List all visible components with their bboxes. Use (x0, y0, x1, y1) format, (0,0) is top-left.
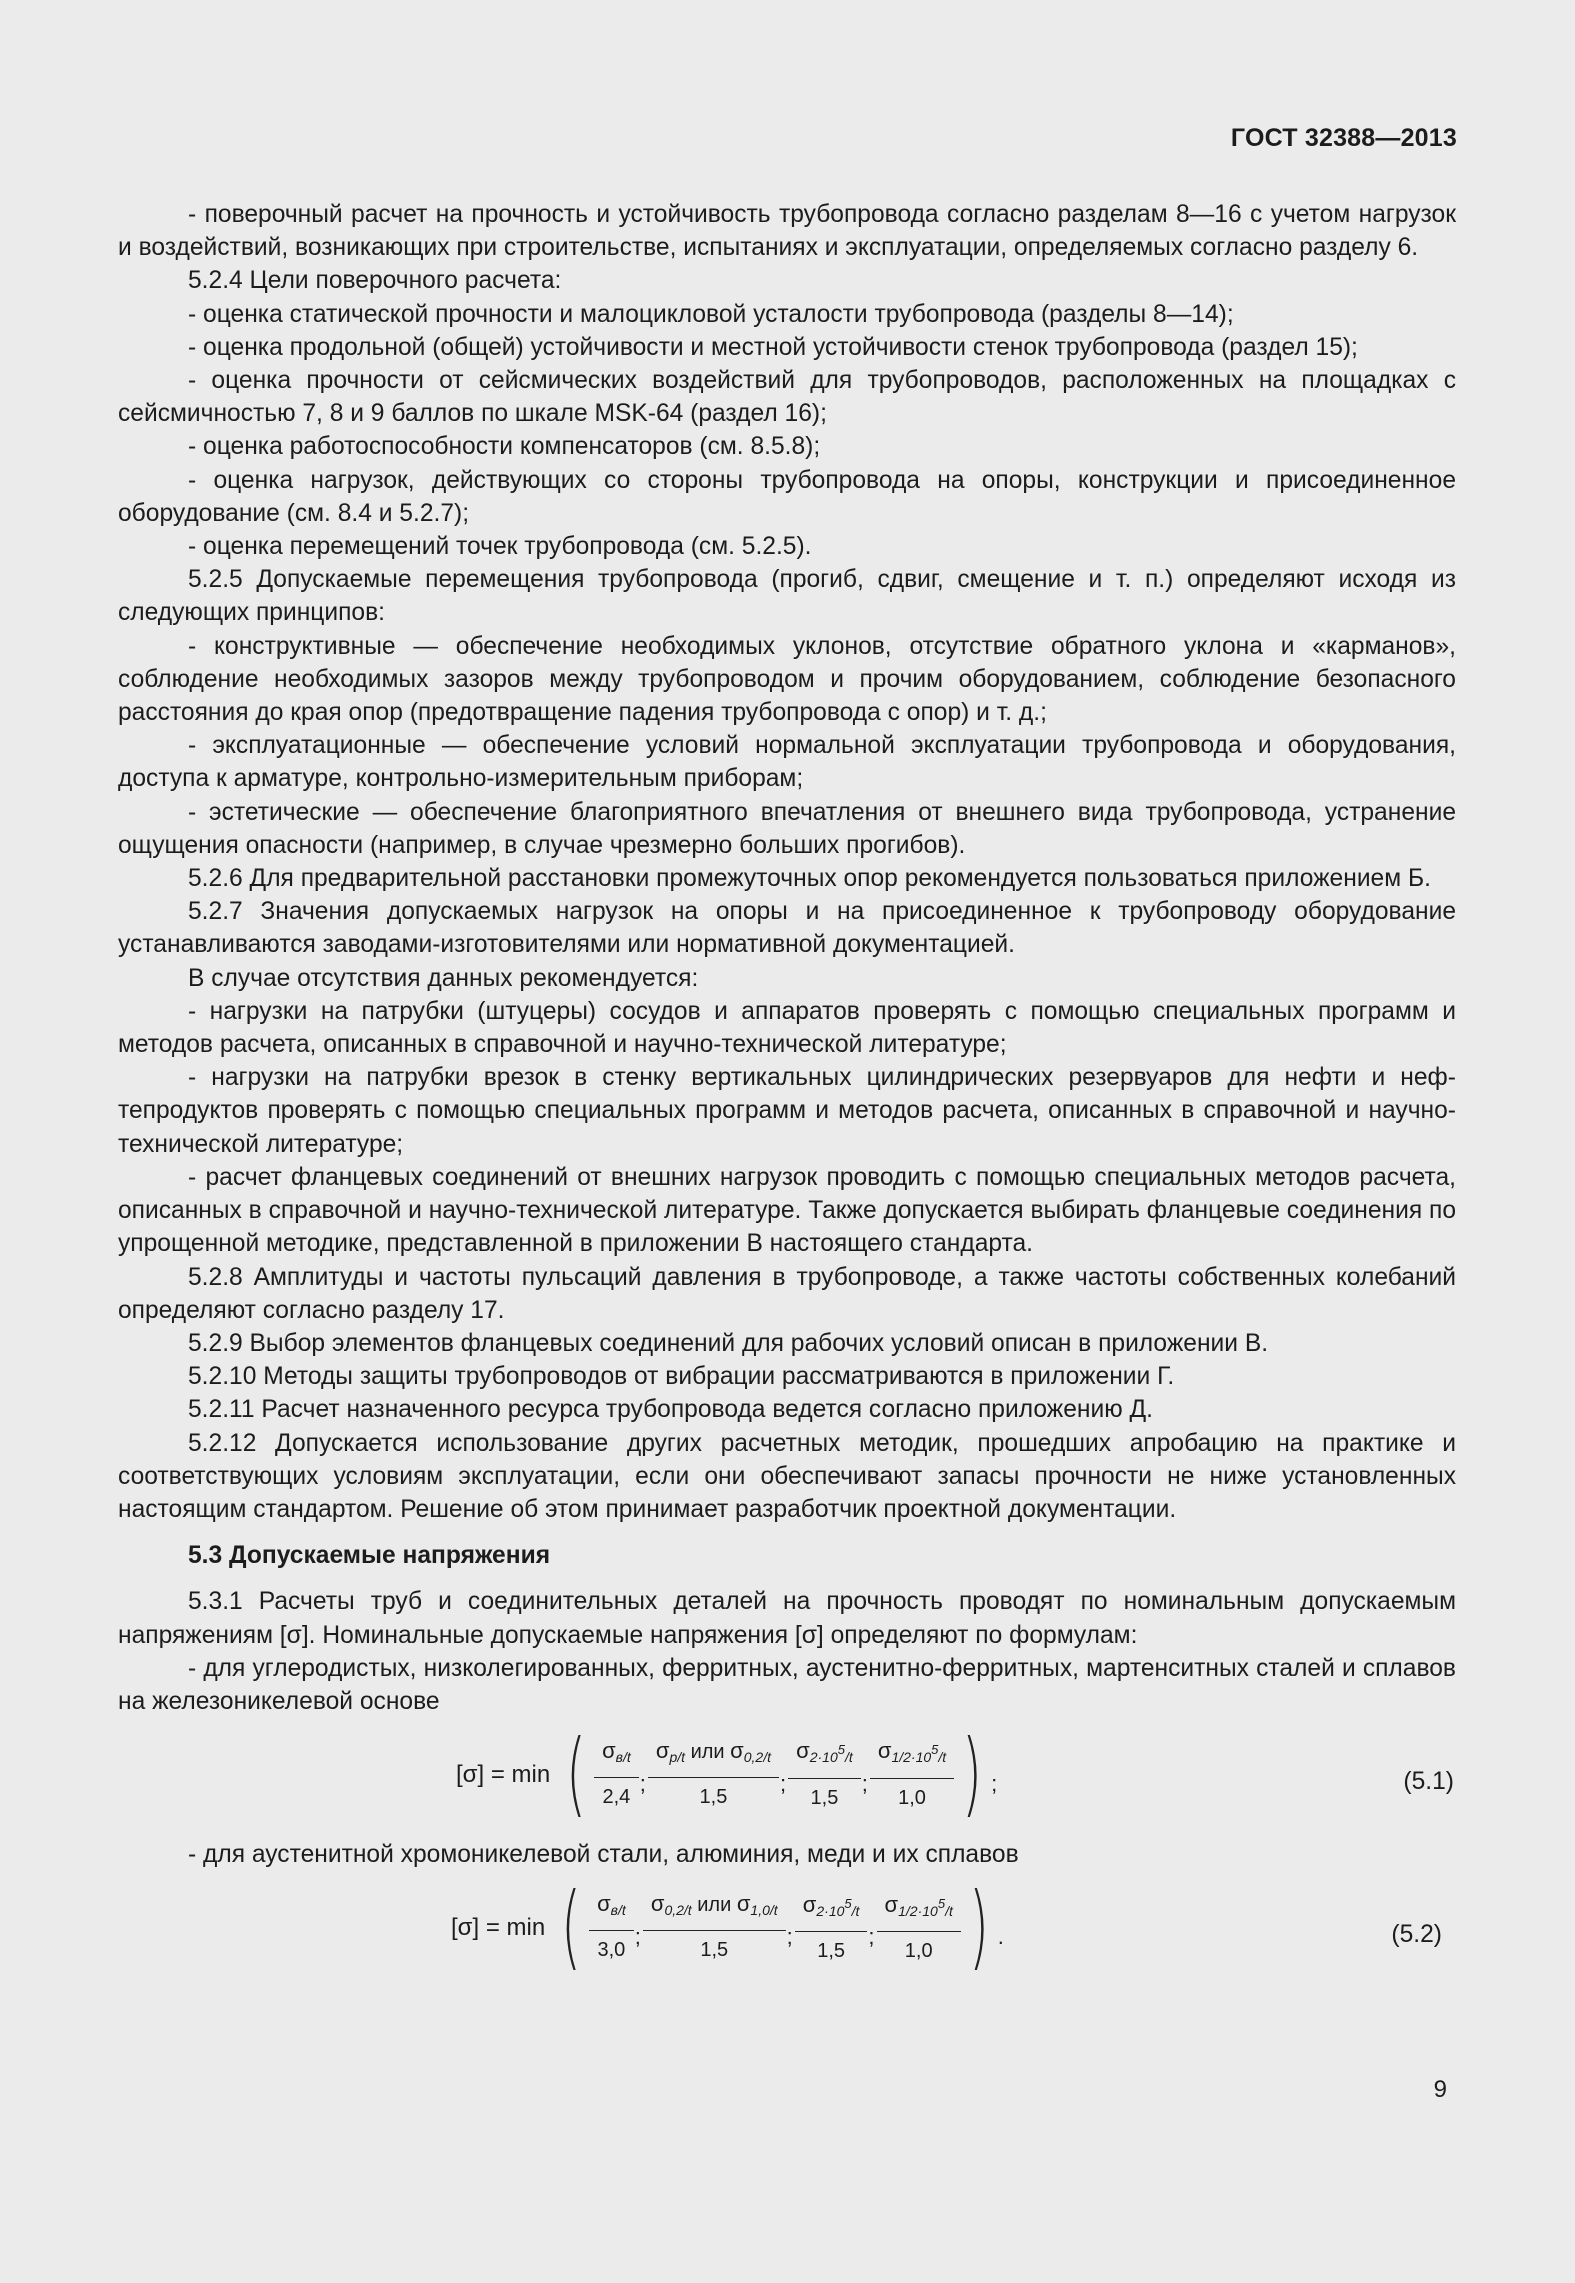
paragraph: 5.2.6 Для предварительной расстановки промежуточных опор рекомендуется пользоваться приложением Б. (188, 865, 1431, 893)
fraction-term-2: $\frac{\sigma_{0,2/t} или \sigma_{1,0/t}}{1,5}$ (647, 1887, 782, 1967)
paragraph: 5.2.4 Цели поверочного расчета: (188, 267, 562, 295)
paragraph: 5.2.10 Методы защиты трубопроводов от вибрации рассматриваются в приложении Г. (188, 1363, 1175, 1391)
paragraphs-block-b (118, 1585, 1456, 1718)
fraction-term-4: $\frac{\sigma_{1/2\cdot 10^5/t}}{1,0}$ (874, 1733, 950, 1814)
formula-5-1-expression: [σ] = min ( $\frac{\sigma_{в/t}}{2,4}$ ; $\frac{\sigma_{p/t} или \sigma_{0,2/t}}{1,5}$ ; $\frac{\sigma_{2\cdot 10^5/t}}{1,5}$ ; $\frac{\sigma_{1/2\cdot 10^5/t}}{1,0}$ ) ; (456, 1720, 998, 1828)
paragraph: В случае отсутствия данных рекомендуется: (188, 964, 699, 992)
page-number: 9 (1433, 2076, 1447, 2103)
paragraph: - конструктивные — обеспечение необходимых уклонов, отсутствие обратного уклона и «карманов», соблюдение необходимых зазоров между трубопроводом и прочим оборудованием, соблюдение безопасного расстояния до края опор (предотвращение падения трубопровода с опор) и т. д.; (118, 632, 1456, 727)
paragraph: - для углеродистых, низколегированных, ферритных, аустенитно-ферритных, мартенситных сталей и сплавов на железоникелевой основе (118, 1654, 1456, 1715)
fraction-term-3: $\frac{\sigma_{2\cdot 10^5/t}}{1,5}$ (799, 1887, 864, 1968)
body-text (118, 198, 1456, 1991)
formula-lhs: [σ] = min (451, 1913, 546, 1941)
paragraph-austenitic: - для аустенитной хромоникелевой стали, алюминия, меди и их сплавов (188, 1841, 1019, 1869)
equation-number-5-1: (5.1) (1403, 1768, 1454, 1796)
fraction-term-4: $\frac{\sigma_{1/2\cdot 10^5/t}}{1,0}$ (881, 1887, 957, 1968)
document-id-header: ГОСТ 32388—2013 (1230, 124, 1457, 152)
paragraphs-block-a (118, 198, 1456, 1526)
paragraph: - оценка прочности от сейсмических воздействий для трубопроводов, расположенных на площадках с сейсмичностью 7, 8 и 9 баллов по шкале MSK-64 (раздел 16); (118, 367, 1456, 428)
fraction-term-2: $\frac{\sigma_{p/t} или \sigma_{0,2/t}}{1,5}$ (652, 1734, 775, 1814)
paragraph: - эстетические — обеспечение благоприятного впечатления от внешнего вида трубопровода, устранение ощущения опасности (например, в случае чрезмерно больших прогибов). (118, 798, 1456, 859)
paragraph: 5.2.12 Допускается использование других расчетных методик, прошедших апробацию на практике и соответствующих условиям эксплуатации, если они обеспечивают запасы прочности не ниже установленных настоящим стандартом. Решение об этом принимает разработчик проектной документации. (118, 1429, 1456, 1523)
fraction-term-3: $\frac{\sigma_{2\cdot 10^5/t}}{1,5}$ (792, 1733, 857, 1814)
paragraph: - эксплуатационные — обеспечение условий нормальной эксплуатации трубопровода и оборудования, доступа к арматуре, контрольно-измерительным приборам; (118, 732, 1456, 793)
paragraph: 5.2.8 Амплитуды и частоты пульсаций давления в трубопроводе, а также частоты собственных колебаний определяют согласно разделу 17. (118, 1263, 1456, 1324)
formula-5-1 (118, 1720, 1456, 1838)
paragraph: - оценка нагрузок, действующих со стороны трубопровода на опоры, конструкции и присоединенное оборудование (см. 8.4 и 5.2.7); (118, 466, 1456, 527)
paragraph: - расчет фланцевых соединений от внешних нагрузок проводить с помощью специальных методов расчета, описанных в справочной и научно-технической литературе. Также допускается выбирать фланцевые соединения по упрощенной методике, представленной в приложении В настоящего стандарта. (118, 1163, 1456, 1258)
fraction-term-1: $\frac{\sigma_{в/t}}{3,0}$ (593, 1887, 630, 1967)
paragraph: 5.3.1 Расчеты труб и соединительных деталей на прочность проводят по номинальным допускаемым напряжениям [σ]. Номинальные допускаемые напряжения [σ] определяют по формулам: (118, 1588, 1456, 1649)
section-heading: 5.3 Допускаемые напряжения (188, 1542, 551, 1570)
paragraph: - оценка перемещений точек трубопровода (см. 5.2.5). (188, 533, 812, 561)
formula-5-2 (118, 1873, 1456, 1991)
fraction-term-1: $\frac{\sigma_{в/t}}{2,4}$ (598, 1734, 635, 1814)
paragraph: - нагрузки на патрубки врезок в стенку вертикальных цилиндрических резервуаров для нефти и нефтепродуктов проверять с помощью специальных программ и методов расчета, описанных в справочной и научно-технической литературе; (118, 1064, 1456, 1158)
paragraph: 5.2.5 Допускаемые перемещения трубопровода (прогиб, сдвиг, смещение и т. п.) определяют исходя из следующих принципов: (118, 566, 1456, 627)
paragraph: 5.2.7 Значения допускаемых нагрузок на опоры и на присоединенное к трубопроводу оборудование устанавливаются заводами-изготовителями или нормативной документацией. (118, 898, 1456, 959)
paragraph: 5.2.11 Расчет назначенного ресурса трубопровода ведется согласно приложению Д. (188, 1396, 1153, 1424)
paragraph: - поверочный расчет на прочность и устойчивость трубопровода согласно разделам 8—16 с учетом нагрузок и воздействий, возникающих при строительстве, испытаниях и эксплуатации, определяемых согласно разделу 6. (118, 201, 1456, 262)
paragraph: 5.2.9 Выбор элементов фланцевых соединений для рабочих условий описан в приложении В. (188, 1329, 1269, 1357)
paragraph: - оценка продольной (общей) устойчивости и местной устойчивости стенок трубопровода (раздел 15); (188, 333, 1358, 361)
paragraph: - нагрузки на патрубки (штуцеры) сосудов и аппаратов проверять с помощью специальных программ и методов расчета, описанных в справочной и научно-технической литературе; (118, 997, 1456, 1059)
paragraph: - оценка статической прочности и малоцикловой усталости трубопровода (разделы 8—14); (188, 300, 1234, 328)
equation-number-5-2: (5.2) (1391, 1921, 1442, 1949)
paragraph: - оценка работоспособности компенсаторов (см. 8.5.8); (188, 433, 821, 461)
formula-5-2-expression: [σ] = min ( $\frac{\sigma_{в/t}}{3,0}$ ; $\frac{\sigma_{0,2/t} или \sigma_{1,0/t}}{1,5}$ ; $\frac{\sigma_{2\cdot 10^5/t}}{1,5}$ ; $\frac{\sigma_{1/2\cdot 10^5/t}}{1,0}$ ) . (451, 1873, 1004, 1981)
formula-lhs: [σ] = min (456, 1760, 551, 1788)
